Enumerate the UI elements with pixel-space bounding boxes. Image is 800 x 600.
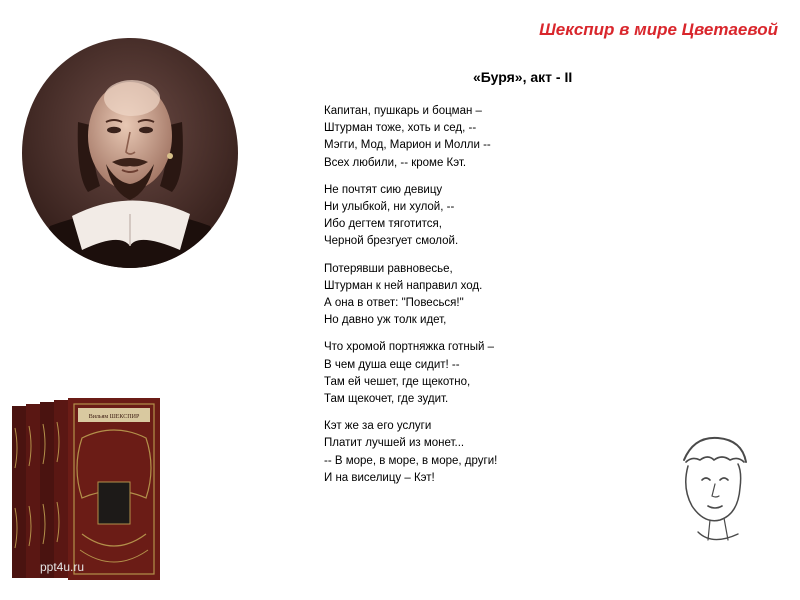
books-image — [10, 398, 162, 588]
poem-stanza — [324, 261, 497, 330]
poem-line: Ибо дегтем тяготится, — [324, 218, 442, 231]
book-cover — [68, 398, 160, 580]
poem-text — [324, 103, 497, 497]
poem-line: Штурман тоже, хоть и сед, -- — [324, 122, 477, 135]
tsvetaeva-sketch — [662, 428, 762, 552]
poem-line: Там ей чешет, где щекотно, — [324, 375, 471, 388]
poem-heading: «Буря», акт - II — [473, 69, 573, 85]
poem-line: Капитан, пушкарь и боцман – — [324, 105, 482, 117]
watermark: ppt4u.ru — [40, 560, 85, 574]
poem-stanza — [324, 418, 497, 487]
poem-line: В чем душа еще сидит! -- — [324, 358, 460, 371]
poem-line: Потерявши равновесье, — [324, 262, 453, 275]
poem-line: Кэт же за его услуги — [324, 420, 432, 433]
poem-stanza — [324, 103, 497, 172]
slide-title: Шекспир в мире Цветаевой — [539, 20, 778, 39]
poem-line: А она в ответ: "Повесься!" — [324, 297, 464, 310]
poem-line: Но давно уж толк идет, — [324, 314, 447, 327]
poem-line: -- В море, в море, в море, други! — [324, 454, 498, 467]
poem-line: Мэгги, Мод, Марион и Молли -- — [324, 139, 491, 152]
poem-line: Платит лучшей из монет... — [324, 437, 465, 450]
book-spines — [12, 400, 68, 578]
poem-stanza — [324, 182, 497, 251]
shakespeare-portrait — [20, 36, 240, 270]
poem-line: Что хромой портняжка готный – — [324, 341, 495, 354]
poem-line: Там щекочет, где зудит. — [324, 393, 449, 406]
book-spine-label: Вильям ШЕКСПИР — [88, 414, 140, 420]
poem-line: Ни улыбкой, ни хулой, -- — [324, 201, 455, 214]
poem-line: Всех любили, -- кроме Кэт. — [324, 156, 467, 169]
poem-line: И на виселицу – Кэт! — [324, 471, 435, 484]
poem-line: Черной брезгует смолой. — [324, 235, 459, 248]
poem-line: Штурман к ней направил ход. — [324, 279, 483, 292]
poem-line: Не почтят сию девицу — [324, 183, 443, 196]
poem-stanza — [324, 339, 497, 408]
